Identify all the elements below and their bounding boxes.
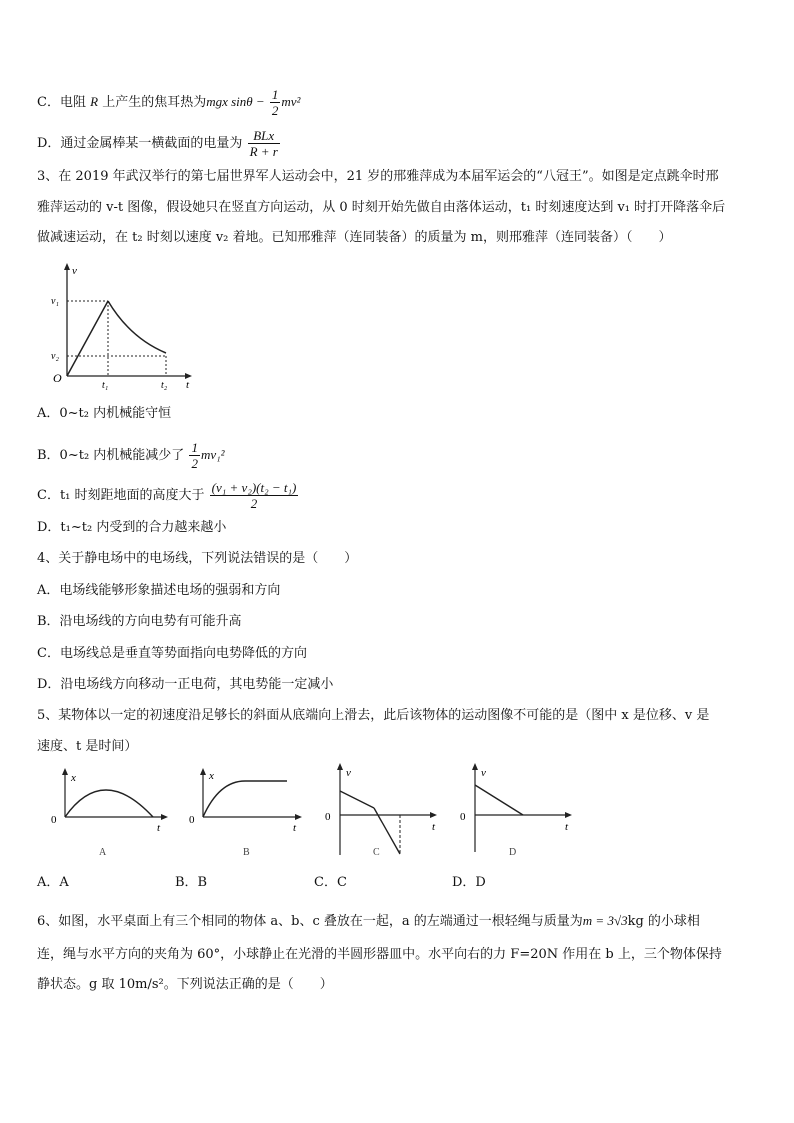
- q4-option-c: C．电场线总是垂直等势面指向电势降低的方向: [37, 646, 307, 661]
- q4-stem: 4、关于静电场中的电场线，下列说法错误的是（ ）: [37, 551, 358, 566]
- svg-text:v: v: [346, 767, 351, 779]
- svg-text:0: 0: [51, 814, 57, 826]
- q3-option-c: C．t₁ 时刻距地面的高度大于 $\frac{\text{(v₁ + v₂)(t₂ − t₁)}}{2}$: [37, 480, 297, 511]
- svg-text:t: t: [565, 821, 569, 833]
- q3-vt-graph: [40, 258, 200, 392]
- origin-label: O: [53, 371, 62, 385]
- tick-label-v1: v₁: [51, 296, 59, 307]
- svg-text:t: t: [293, 822, 297, 834]
- q5-option-a: A．A: [37, 875, 69, 890]
- svg-text:t: t: [432, 821, 436, 833]
- q6-stem-line: 6、如图，水平桌面上有三个相同的物体 a、b、c 叠放在一起，a 的左端通过一根轻绳与质量为m = 3√3kg 的小球相: [37, 913, 700, 929]
- q6-stem-line: 连，绳与水平方向的夹角为 60°，小球静止在光滑的半圆形器皿中。水平向右的力 F=20N 作用在 b 上，三个物体保持: [37, 947, 722, 962]
- svg-text:C: C: [373, 847, 380, 858]
- fraction: $\frac{1}{2}$: [191, 440, 198, 471]
- q4-option-b: B．沿电场线的方向电势有可能升高: [37, 614, 242, 629]
- q6-stem-line: 静状态。g 取 10m/s²。下列说法正确的是（ ）: [37, 977, 333, 992]
- svg-text:x: x: [71, 772, 76, 784]
- q5-graph-b: [183, 765, 308, 861]
- q5-graph-c: [320, 760, 445, 860]
- axis-label-v: v: [72, 265, 77, 277]
- svg-text:0: 0: [189, 814, 195, 826]
- q2-option-d: D．通过金属棒某一横截面的电量为 $\frac{\text{BLx}}{R + r}$: [37, 128, 278, 159]
- q5-graph-d: [455, 760, 580, 860]
- q3-option-d: D．t₁~t₂ 内受到的合力越来越小: [37, 520, 227, 535]
- q3-stem-line: 做减速运动，在 t₂ 时刻以速度 v₂ 着地。已知邢雅萍（连同装备）的质量为 m，则邢雅萍（连同装备）（ ）: [37, 230, 672, 245]
- q5-stem-line: 5、某物体以一定的初速度沿足够长的斜面从底端向上滑去，此后该物体的运动图像不可能的是（图中 x 是位移、v 是: [37, 708, 710, 723]
- fraction: $\frac{\text{(v₁ + v₂)(t₂ − t₁)}}{2}$: [211, 480, 297, 511]
- tick-label-v2: v₂: [51, 351, 59, 362]
- q5-stem-line: 速度、t 是时间）: [37, 739, 138, 754]
- svg-text:v: v: [481, 767, 486, 779]
- svg-text:x: x: [209, 770, 214, 782]
- q3-stem-line: 3、在 2019 年武汉举行的第七届世界军人运动会中，21 岁的邢雅萍成为本届军运会的“八冠王”。如图是定点跳伞时邢: [37, 169, 719, 184]
- q3-option-b: B．0~t₂ 内机械能减少了 $\frac{1}{2}$ mv₁²: [37, 440, 225, 471]
- svg-text:A: A: [99, 847, 107, 858]
- svg-text:B: B: [243, 847, 250, 858]
- q3-option-a: A．0~t₂ 内机械能守恒: [37, 406, 172, 421]
- q5-option-b: B．B: [175, 875, 208, 890]
- svg-text:0: 0: [460, 811, 466, 823]
- q4-option-a: A．电场线能够形象描述电场的强弱和方向: [37, 583, 281, 598]
- axis-label-t: t: [186, 379, 190, 391]
- fraction: $\frac{1}{2}$: [271, 87, 279, 118]
- fraction: $\frac{\text{BLx}}{R + r}$: [249, 128, 278, 159]
- q2-option-c: C．电阻 R 上产生的焦耳热为mgx sinθ − $\frac{1}{2}$ mv²: [37, 87, 301, 118]
- q4-option-d: D．沿电场线方向移动一正电荷，其电势能一定减小: [37, 677, 334, 692]
- svg-text:t: t: [157, 822, 161, 834]
- q5-graph-a: [45, 765, 175, 861]
- tick-label-t2: t₂: [161, 380, 168, 391]
- q3-stem-line: 雅萍运动的 v-t 图像，假设她只在竖直方向运动，从 0 时刻开始先做自由落体运动，t₁ 时刻速度达到 v₁ 时打开降落伞后: [37, 200, 726, 215]
- q5-option-c: C．C: [314, 875, 347, 890]
- q5-option-d: D．D: [452, 875, 486, 890]
- tick-label-t1: t₁: [102, 380, 109, 391]
- svg-text:D: D: [509, 847, 517, 858]
- svg-text:0: 0: [325, 811, 331, 823]
